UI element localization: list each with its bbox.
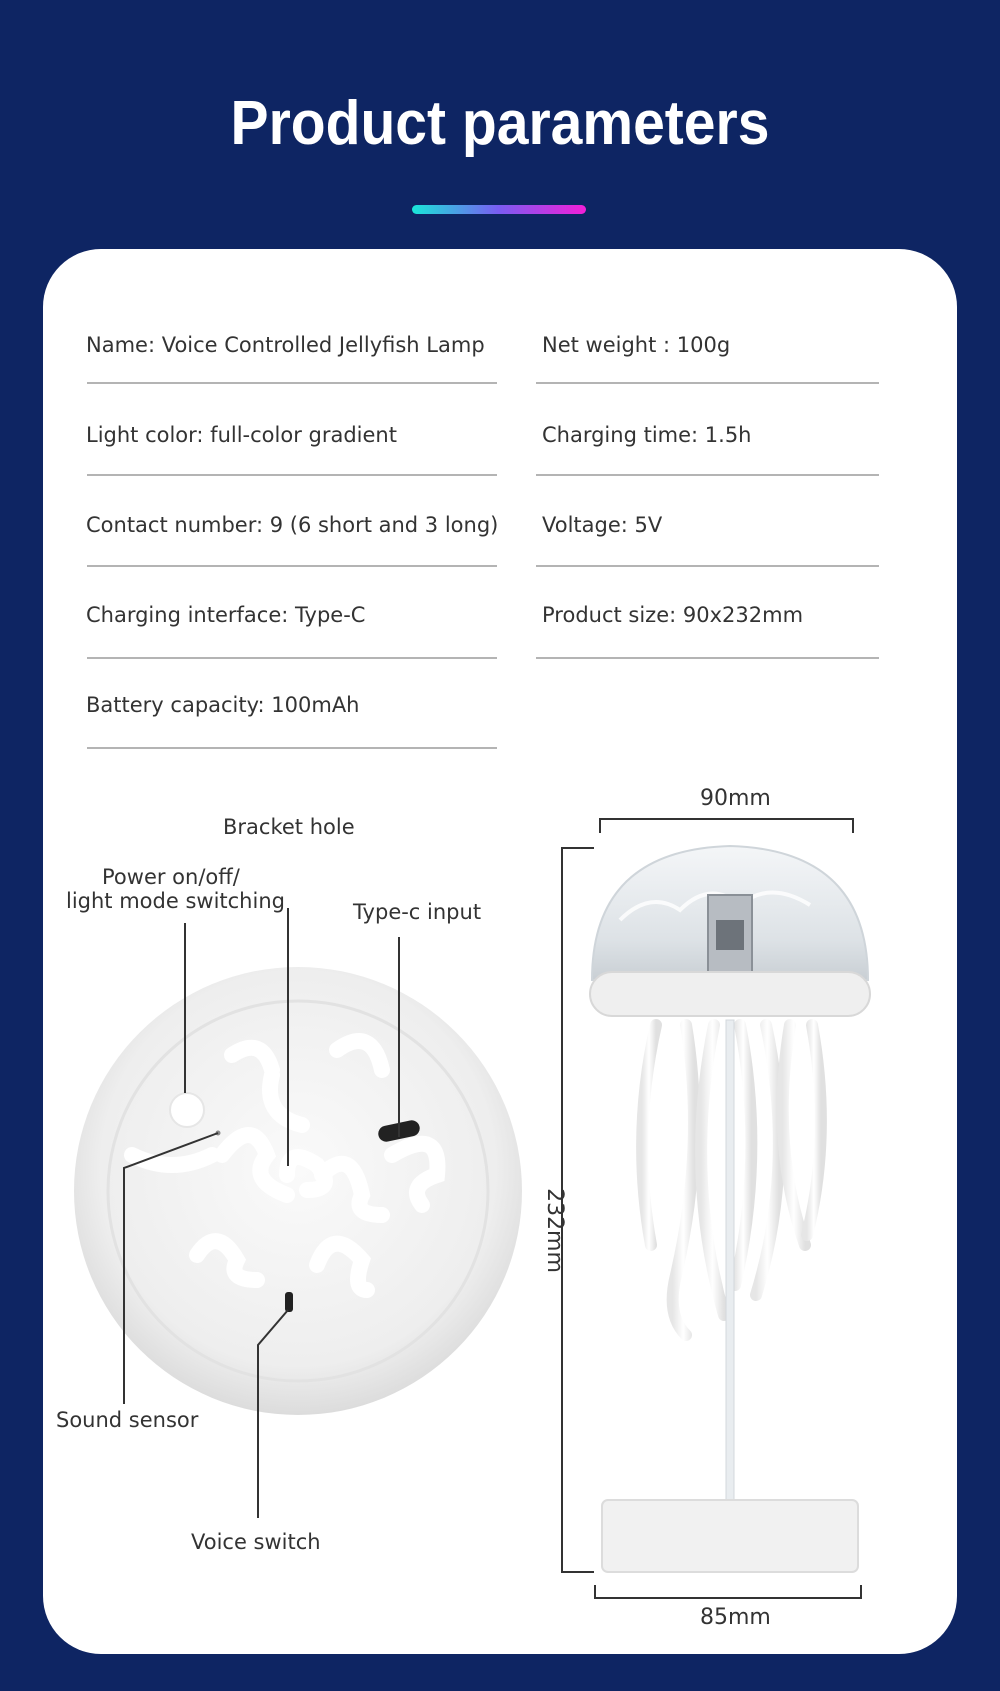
spec-battery-capacity: Battery capacity: 100mAh [86,693,360,717]
spec-name: Name: Voice Controlled Jellyfish Lamp [86,333,485,357]
spec-charging-time: Charging time: 1.5h [542,423,752,447]
spec-contact-number: Contact number: 9 (6 short and 3 long) [86,513,499,537]
callout-power-line2: light mode switching [66,889,285,913]
callout-bracket-hole: Bracket hole [223,815,355,839]
spec-charging-interface: Charging interface: Type-C [86,603,366,627]
callout-voice-switch: Voice switch [191,1530,321,1554]
callout-power-line1: Power on/off/ [102,865,240,889]
spec-net-weight: Net weight : 100g [542,333,731,357]
dimension-height: 232mm [541,1188,567,1273]
callout-typec-input: Type-c input [353,900,482,924]
dimension-width-bottom: 85mm [700,1605,771,1630]
spec-product-size: Product size: 90x232mm [542,603,804,627]
spec-light-color: Light color: full-color gradient [86,423,397,447]
page-title: Product parameters [230,89,770,158]
callout-sound-sensor: Sound sensor [56,1408,199,1432]
spec-voltage: Voltage: 5V [542,513,663,537]
dimension-width-top: 90mm [700,786,771,811]
